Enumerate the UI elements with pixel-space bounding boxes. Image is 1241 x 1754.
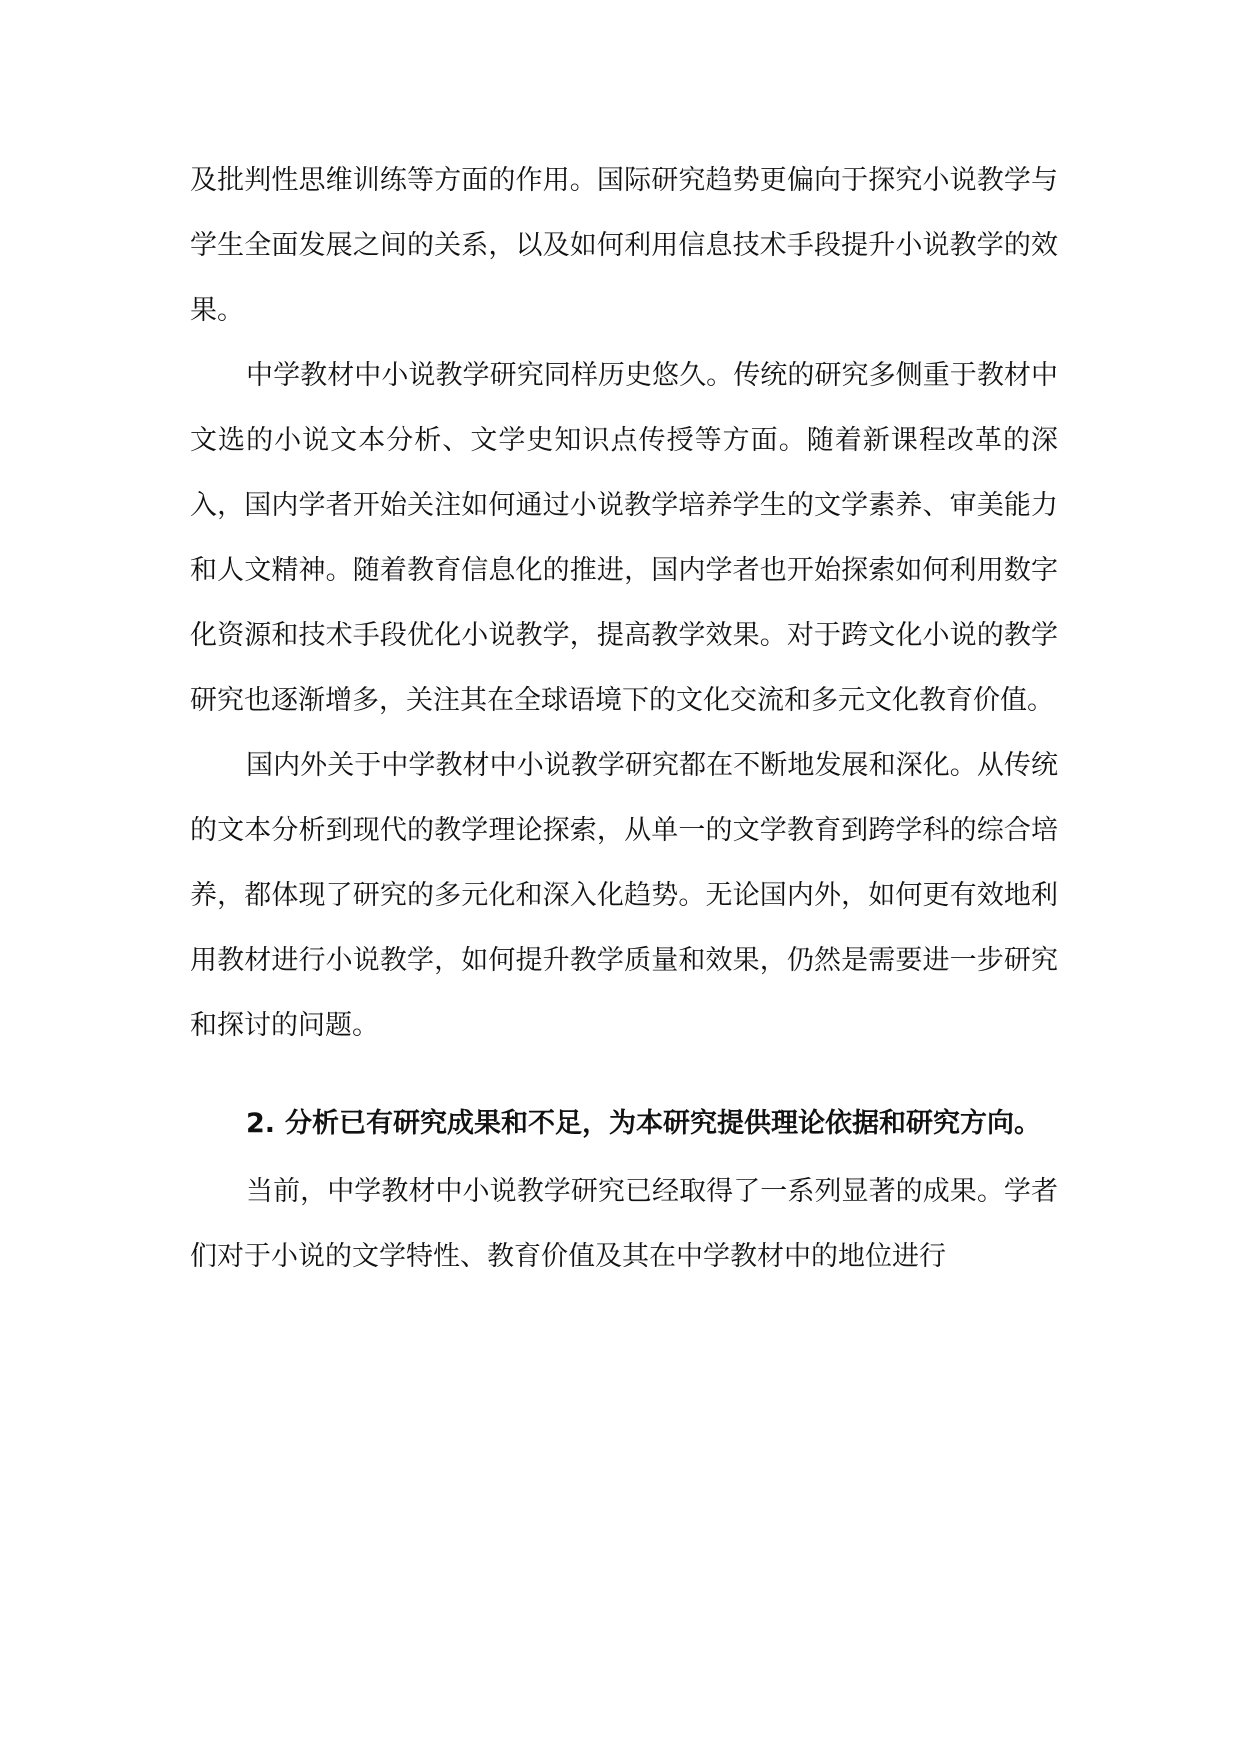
section-heading-text: 分析已有研究成果和不足，为本研究提供理论依据和研究方向。 (285, 1108, 1042, 1139)
paragraph-3: 国内外关于中学教材中小说教学研究都在不断地发展和深化。从传统的文本分析到现代的教学理论探索，从单一的文学教育到跨学科的综合培养，都体现了研究的多元化和深入化趋势。无论国内外，如何更有效地利用教材进行小说教学，如何提升教学质量和效果，仍然是需要进一步研究和探讨的问题。 (190, 750, 1058, 1041)
paragraph-1: 及批判性思维训练等方面的作用。国际研究趋势更偏向于探究小说教学与学生全面发展之间的关系，以及如何利用信息技术手段提升小说教学的效果。 (190, 165, 1058, 326)
document-body (190, 148, 1058, 1289)
paragraph-2: 中学教材中小说教学研究同样历史悠久。传统的研究多侧重于教材中文选的小说文本分析、文学史知识点传授等方面。随着新课程改革的深入，国内学者开始关注如何通过小说教学培养学生的文学素养、审美能力和人文精神。随着教育信息化的推进，国内学者也开始探索如何利用数字化资源和技术手段优化小说教学，提高教学效果。对于跨文化小说的教学研究也逐渐增多，关注其在全球语境下的文化交流和多元文化教育价值。 (190, 360, 1058, 716)
section-heading (190, 1089, 1058, 1159)
section-heading-number: 2. (246, 1108, 276, 1139)
paragraph-4: 当前，中学教材中小说教学研究已经取得了一系列显著的成果。学者们对于小说的文学特性、教育价值及其在中学教材中的地位进行 (190, 1176, 1058, 1272)
